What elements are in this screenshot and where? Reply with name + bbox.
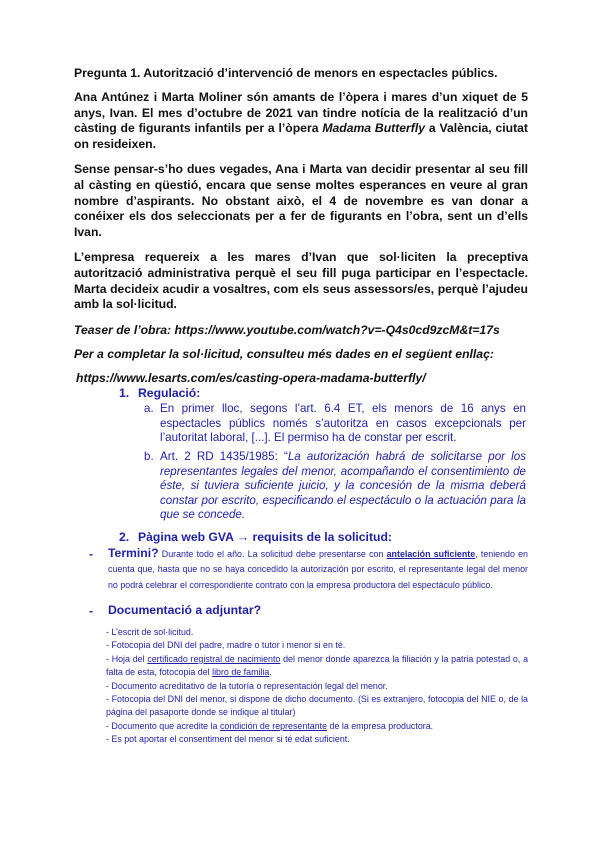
paragraph-2: Sense pensar-s’ho dues vegades, Ana i Marta van decidir presentar al seu fill al càsting en qüestió, encara que sense moltes esperances en veure al gran nombre d’aspirants. No obstant això, el 4 de novembre es van donar a conéixer els dos seleccionats per a fer de figurants en l’obra, sent un d’ells Ivan. bbox=[74, 162, 528, 239]
doc-item bbox=[106, 653, 528, 680]
paragraph-1-end: a València, ciutat on resideixen. bbox=[74, 121, 528, 151]
document-body bbox=[74, 66, 528, 395]
termini-dash: - bbox=[89, 547, 94, 561]
doc-item-text: - Hoja del bbox=[106, 653, 148, 664]
doc-item-text: - Documento que acredite la bbox=[106, 720, 220, 731]
regulation-item-b bbox=[144, 450, 527, 523]
section-2-title: Pàgina web GVA → requisits de la solicitud: bbox=[138, 530, 392, 544]
documents-list bbox=[106, 626, 528, 747]
section-2-number: 2. bbox=[119, 530, 130, 544]
termini-text-1: Durante todo el año. La solicitud debe presentarse con bbox=[158, 549, 387, 559]
item-b-quote: La autorización habrá de solicitarse por los representantes legales del menor, acompañando el consentimiento de éste, si tuviera suficiente juicio, y la concesión de la misma deberá constar por escrito, especificando el espectáculo o la actuación para la que se concede. bbox=[160, 450, 527, 522]
paragraph-3: L’empresa requereix a les mares d’Ivan que sol·liciten la preceptiva autorització administrativa perquè el seu fill puga participar en l’espectacle. Marta decideix acudir a vosaltres, com els seus assessors/es, perquè l’ajudeu amb la sol·licitud. bbox=[74, 250, 528, 312]
doc-item-text: de la empresa productora. bbox=[327, 720, 434, 731]
representante-link[interactable]: condición de representante bbox=[219, 720, 328, 731]
paragraph-1-start: Ana Antúnez i Marta Moliner són amants de l’òpera i mares d’un xiquet de 5 anys, Ivan. El mes d’octubre de 2021 van tindre notícia de la realització d’un càsting de figurants infantils per a l’òpera bbox=[74, 90, 528, 136]
doc-item-text: del menor donde aparezca la filiación y la patria potestad o, a falta de esta, fotocopia del bbox=[106, 653, 529, 678]
question-title: Pregunta 1. Autorització d’intervenció de menors en espectacles públics. bbox=[74, 66, 498, 80]
teaser-link[interactable]: Teaser de l’obra: https://www.youtube.com/watch?v=-Q4s0cd9zcM&t=17s bbox=[74, 322, 500, 337]
section-1-number: 1. bbox=[119, 386, 130, 400]
section-1-title: Regulació: bbox=[138, 386, 201, 400]
docs-label: Documentació a adjuntar? bbox=[108, 603, 262, 617]
antelacion-link[interactable]: antelación suficiente bbox=[386, 549, 476, 559]
termini-block bbox=[108, 546, 528, 592]
more-info-text: Per a completar la sol·licitud, consulteu més dades en el següent enllaç: bbox=[74, 346, 494, 361]
doc-item: - Es pot aportar el consentiment del menor si té edat suficient. bbox=[106, 734, 350, 745]
termini-label: Termini? bbox=[108, 546, 159, 560]
libro-familia-link[interactable]: libro de familia bbox=[212, 667, 270, 678]
doc-item: - L’escrit de sol·licitud. bbox=[106, 627, 194, 637]
regulation-item-a bbox=[144, 402, 526, 446]
item-b-letter: b. bbox=[144, 450, 154, 463]
certificado-link[interactable]: certificado registral de nacimiento bbox=[147, 653, 281, 664]
opera-title: Madama Butterfly bbox=[322, 121, 426, 136]
docs-dash: - bbox=[89, 604, 94, 618]
item-b-prefix: Art. 2 RD 1435/1985: “ bbox=[160, 450, 288, 463]
doc-item: - Fotocopia del DNI del padre, madre o tutor i menor si en té. bbox=[106, 640, 346, 651]
casting-link[interactable]: https://www.lesarts.com/es/casting-opera-madama-butterfly/ bbox=[76, 370, 426, 385]
termini-text-2: , teniendo en cuenta que, hasta que no se haya concedido la autorización por escrito, el representante legal del menor no podrá celebrar el correspondiente contrato con la empresa productora del espectáculo público. bbox=[108, 549, 528, 590]
doc-item-text: . bbox=[269, 667, 272, 678]
doc-item: - Documento acreditativo de la tutoría o representación legal del menor. bbox=[106, 680, 388, 691]
doc-item: - Fotocopia del DNI del menor, si dispone de dicho documento. (Si es extranjero, fotocopia del NIE o, de la página del pasaporte donde se indique al titular) bbox=[106, 694, 528, 718]
item-a-letter: a. bbox=[144, 402, 154, 415]
paragraph-1 bbox=[74, 90, 528, 152]
doc-item bbox=[106, 720, 528, 733]
item-a-text: En primer lloc, segons l’art. 6.4 ET, els menors de 16 anys en espectacles públics només s’autoritza en casos excepcionals per l’autoritat laboral, [...]. El permiso ha de constar per escrit. bbox=[160, 402, 526, 445]
